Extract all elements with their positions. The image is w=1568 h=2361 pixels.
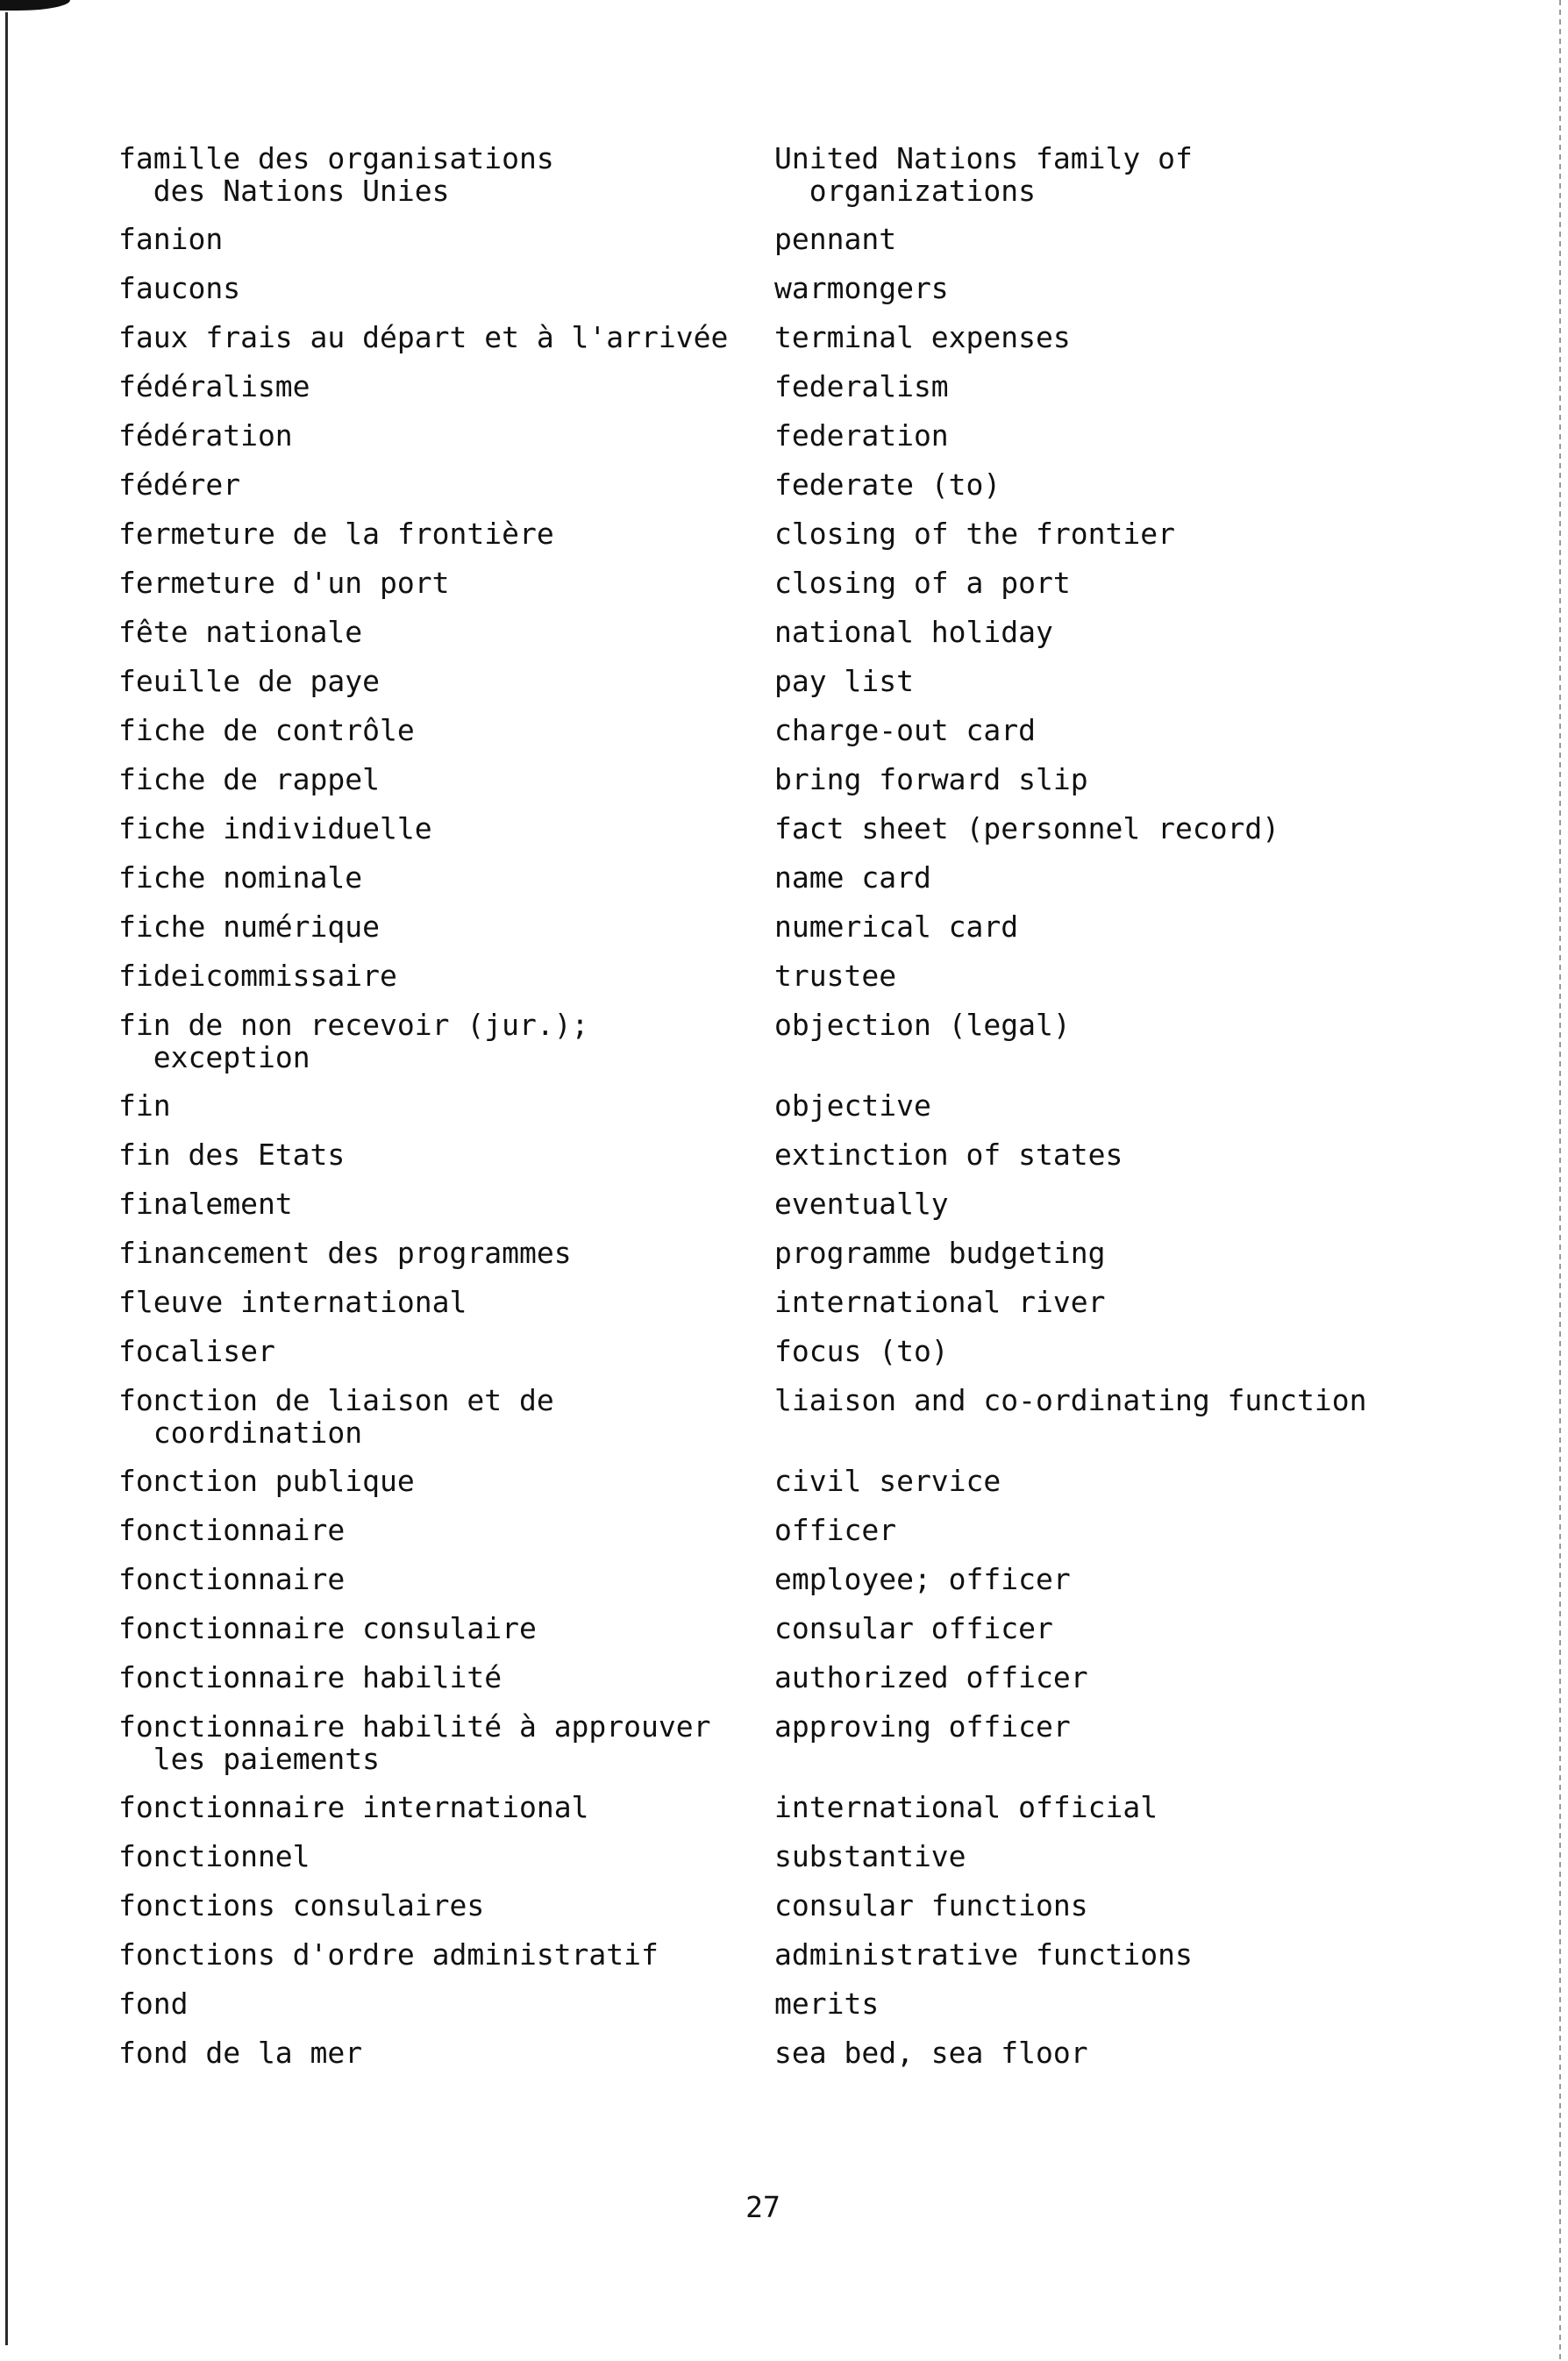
english-translation: United Nations family of organizations [774, 141, 1193, 208]
glossary-entry [118, 1710, 1390, 1775]
french-term: fonction de liaison et de coordination [118, 1383, 554, 1450]
glossary-entry [118, 1286, 1390, 1318]
glossary-entry [118, 1465, 1390, 1497]
french-term: fin des Etats [118, 1138, 346, 1172]
french-term: fonctionnaire habilité [118, 1660, 502, 1694]
french-term: faucons [118, 271, 241, 305]
glossary-entry [118, 517, 1390, 550]
english-translation: numerical card [774, 909, 1019, 944]
french-term: finalement [118, 1187, 293, 1221]
english-translation: international official [774, 1790, 1158, 1824]
glossary-entry [118, 1237, 1390, 1269]
english-translation: fact sheet (personnel record) [774, 811, 1280, 845]
french-term: fiche de rappel [118, 762, 381, 796]
english-translation: authorized officer [774, 1660, 1088, 1694]
french-term: fanion [118, 222, 224, 256]
glossary-entry [118, 1791, 1390, 1823]
french-term: fond [118, 1987, 189, 2021]
french-term: fiche numérique [118, 909, 381, 944]
english-translation: objection (legal) [774, 1008, 1071, 1042]
glossary-list [118, 142, 1390, 2086]
english-translation: extinction of states [774, 1138, 1123, 1172]
page-number: 27 [745, 2190, 780, 2224]
french-term: fonctions consulaires [118, 1888, 485, 1922]
french-term: fonctionnel [118, 1839, 310, 1873]
french-term: fonctionnaire [118, 1562, 346, 1596]
glossary-entry [118, 1563, 1390, 1595]
english-translation: consular functions [774, 1888, 1088, 1922]
english-translation: closing of the frontier [774, 517, 1175, 551]
glossary-entry [118, 419, 1390, 452]
french-term: fonctionnaire habilité à approuver les paiements [118, 1709, 711, 1776]
french-term: fonctionnaire international [118, 1790, 589, 1824]
english-translation: pay list [774, 664, 914, 698]
french-term: faux frais au départ et à l'arrivée [118, 320, 729, 354]
glossary-entry [118, 1938, 1390, 1971]
glossary-entry [118, 142, 1390, 207]
glossary-entry [118, 321, 1390, 353]
french-term: fleuve international [118, 1285, 467, 1319]
glossary-entry [118, 812, 1390, 845]
glossary-entry [118, 959, 1390, 992]
english-translation: name card [774, 860, 931, 895]
french-term: fin [118, 1088, 171, 1123]
english-translation: liaison and co-ordinating function [774, 1383, 1367, 1417]
english-translation: consular officer [774, 1611, 1053, 1645]
english-translation: objective [774, 1088, 931, 1123]
english-translation: merits [774, 1987, 880, 2021]
english-translation: employee; officer [774, 1562, 1071, 1596]
french-term: fonctionnaire [118, 1513, 346, 1547]
english-translation: eventually [774, 1187, 949, 1221]
english-translation: pennant [774, 222, 897, 256]
french-term: financement des programmes [118, 1236, 572, 1270]
french-term: fermeture d'un port [118, 566, 450, 600]
english-translation: trustee [774, 959, 897, 993]
french-term: fideicommissaire [118, 959, 397, 993]
english-translation: civil service [774, 1464, 1001, 1498]
english-translation: terminal expenses [774, 320, 1071, 354]
glossary-entry [118, 1514, 1390, 1546]
scan-right-edge [1559, 0, 1561, 2361]
glossary-entry [118, 1987, 1390, 2020]
french-term: fête nationale [118, 615, 363, 649]
english-translation: warmongers [774, 271, 949, 305]
glossary-entry [118, 2036, 1390, 2069]
glossary-entry [118, 567, 1390, 599]
english-translation: substantive [774, 1839, 966, 1873]
scan-left-edge [5, 12, 8, 2345]
english-translation: closing of a port [774, 566, 1071, 600]
english-translation: focus (to) [774, 1334, 949, 1368]
glossary-entry [118, 1009, 1390, 1074]
glossary-entry [118, 763, 1390, 795]
french-term: fiche nominale [118, 860, 363, 895]
glossary-entry [118, 861, 1390, 894]
french-term: fédéralisme [118, 369, 310, 403]
english-translation: programme budgeting [774, 1236, 1106, 1270]
english-translation: administrative functions [774, 1937, 1193, 1972]
english-translation: approving officer [774, 1709, 1071, 1744]
english-translation: national holiday [774, 615, 1053, 649]
english-translation: bring forward slip [774, 762, 1088, 796]
english-translation: federation [774, 418, 949, 453]
glossary-entry [118, 1889, 1390, 1922]
glossary-entry [118, 1840, 1390, 1872]
french-term: fonctionnaire consulaire [118, 1611, 537, 1645]
glossary-entry [118, 1661, 1390, 1694]
french-term: fermeture de la frontière [118, 517, 554, 551]
glossary-entry [118, 223, 1390, 255]
glossary-entry [118, 910, 1390, 943]
english-translation: federalism [774, 369, 949, 403]
english-translation: sea bed, sea floor [774, 2036, 1088, 2070]
french-term: feuille de paye [118, 664, 381, 698]
glossary-entry [118, 468, 1390, 501]
glossary-entry [118, 1188, 1390, 1220]
french-term: focaliser [118, 1334, 275, 1368]
glossary-entry [118, 1089, 1390, 1122]
french-term: fonction publique [118, 1464, 415, 1498]
french-term: famille des organisations des Nations Unies [118, 141, 554, 208]
french-term: fédérer [118, 467, 241, 502]
french-term: fonctions d'ordre administratif [118, 1937, 659, 1972]
french-term: fiche individuelle [118, 811, 432, 845]
french-term: fiche de contrôle [118, 713, 415, 747]
english-translation: international river [774, 1285, 1106, 1319]
glossary-entry [118, 272, 1390, 304]
glossary-entry [118, 370, 1390, 403]
glossary-entry [118, 1384, 1390, 1449]
glossary-entry [118, 1612, 1390, 1644]
english-translation: charge-out card [774, 713, 1037, 747]
french-term: fédération [118, 418, 293, 453]
glossary-entry [118, 1335, 1390, 1367]
glossary-entry [118, 616, 1390, 648]
french-term: fond de la mer [118, 2036, 363, 2070]
english-translation: federate (to) [774, 467, 1001, 502]
glossary-entry [118, 714, 1390, 746]
glossary-entry [118, 665, 1390, 697]
glossary-entry [118, 1138, 1390, 1171]
french-term: fin de non recevoir (jur.); exception [118, 1008, 589, 1074]
scan-corner-mark [0, 0, 70, 11]
english-translation: officer [774, 1513, 897, 1547]
